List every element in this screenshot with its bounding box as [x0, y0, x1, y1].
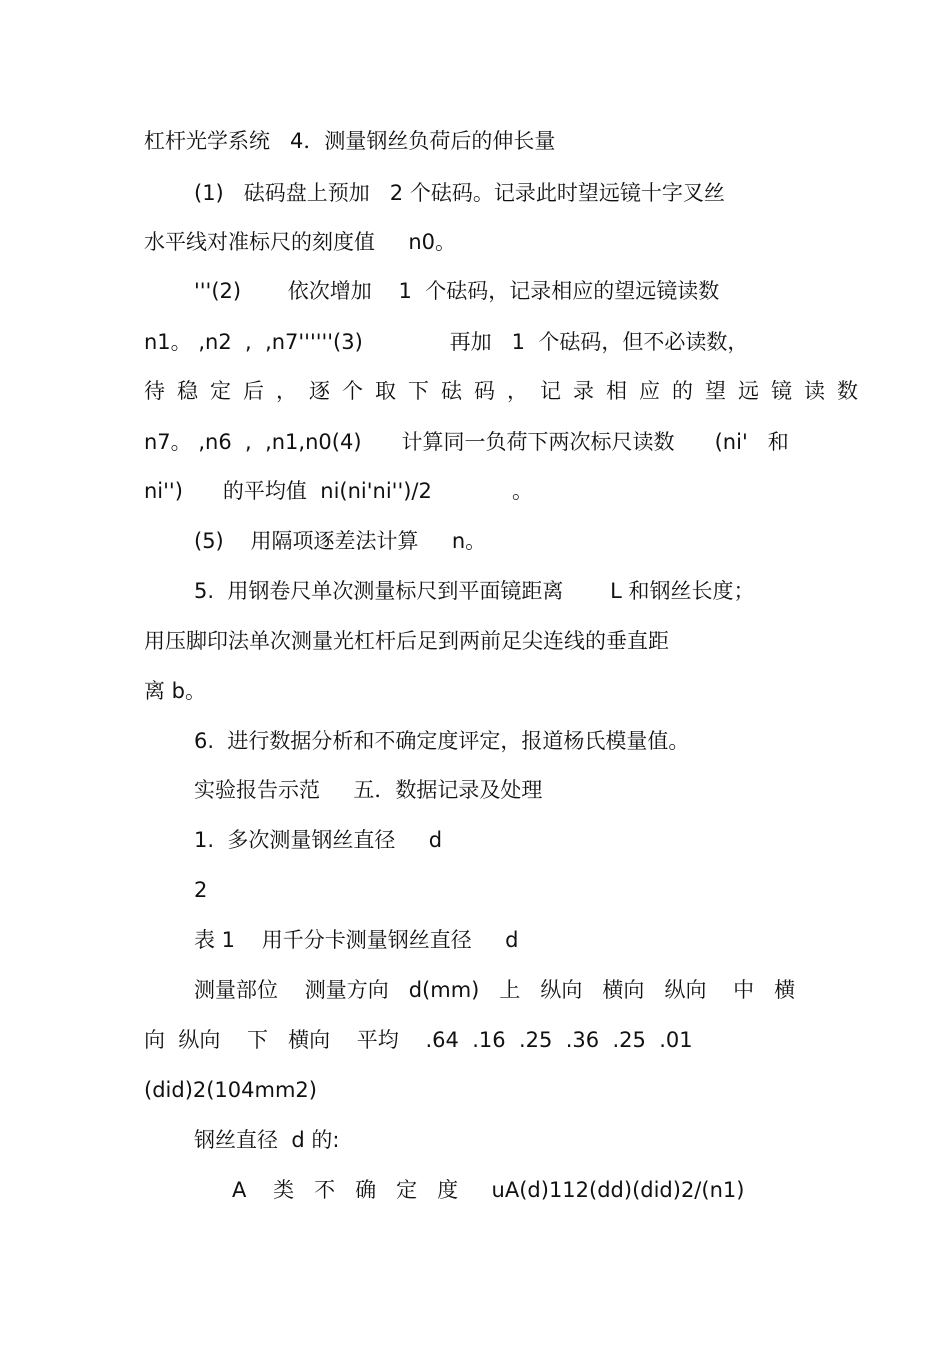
text-line: 测量部位 测量方向 d(mm) 上 纵向 横向 纵向 中 横	[194, 978, 796, 1002]
text-line: 离 b。	[144, 679, 207, 703]
text-line: 5. 用钢卷尺单次测量标尺到平面镜距离 L 和钢丝长度；	[194, 579, 755, 603]
text-line: (did)2(104mm2)	[144, 1078, 317, 1102]
text-line: 钢丝直径 d 的:	[194, 1128, 340, 1152]
text-line: 1. 多次测量钢丝直径 d	[194, 828, 443, 852]
text-line: ni'') 的平均值 ni(ni'ni'')/2 。	[144, 479, 533, 503]
text-line: 待稳定后，逐个取下砝码，记录相应的望远镜读数	[144, 379, 870, 403]
text-line: 2	[194, 878, 208, 902]
text-line: A 类 不 确 定 度 uA(d)112(dd)(did)2/(n1)	[232, 1178, 745, 1202]
text-line: (1) 砝码盘上预加 2 个砝码。记录此时望远镜十字叉丝	[194, 181, 725, 205]
text-line: 表 1 用千分卡测量钢丝直径 d	[194, 928, 519, 952]
text-line: 向 纵向 下 横向 平均 .64 .16 .25 .36 .25 .01	[144, 1028, 693, 1052]
text-line: '''(2) 依次增加 1 个砝码，记录相应的望远镜读数	[194, 279, 720, 303]
text-line: n7。 ,n6 , ,n1,n0(4) 计算同一负荷下两次标尺读数 (ni' 和	[144, 430, 789, 454]
text-line: 实验报告示范 五．数据记录及处理	[194, 778, 543, 802]
text-line: 杠杆光学系统 4．测量钢丝负荷后的伸长量	[144, 129, 556, 153]
text-line: n1。 ,n2 , ,n7''''''(3) 再加 1 个砝码，但不必读数，	[144, 330, 749, 354]
text-line: (5) 用隔项逐差法计算 n。	[194, 529, 487, 553]
text-line: 用压脚印法单次测量光杠杆后足到两前足尖连线的垂直距	[144, 629, 669, 653]
text-line: 6. 进行数据分析和不确定度评定，报道杨氏模量值。	[194, 729, 690, 753]
text-line: 水平线对准标尺的刻度值 n0。	[144, 230, 457, 254]
